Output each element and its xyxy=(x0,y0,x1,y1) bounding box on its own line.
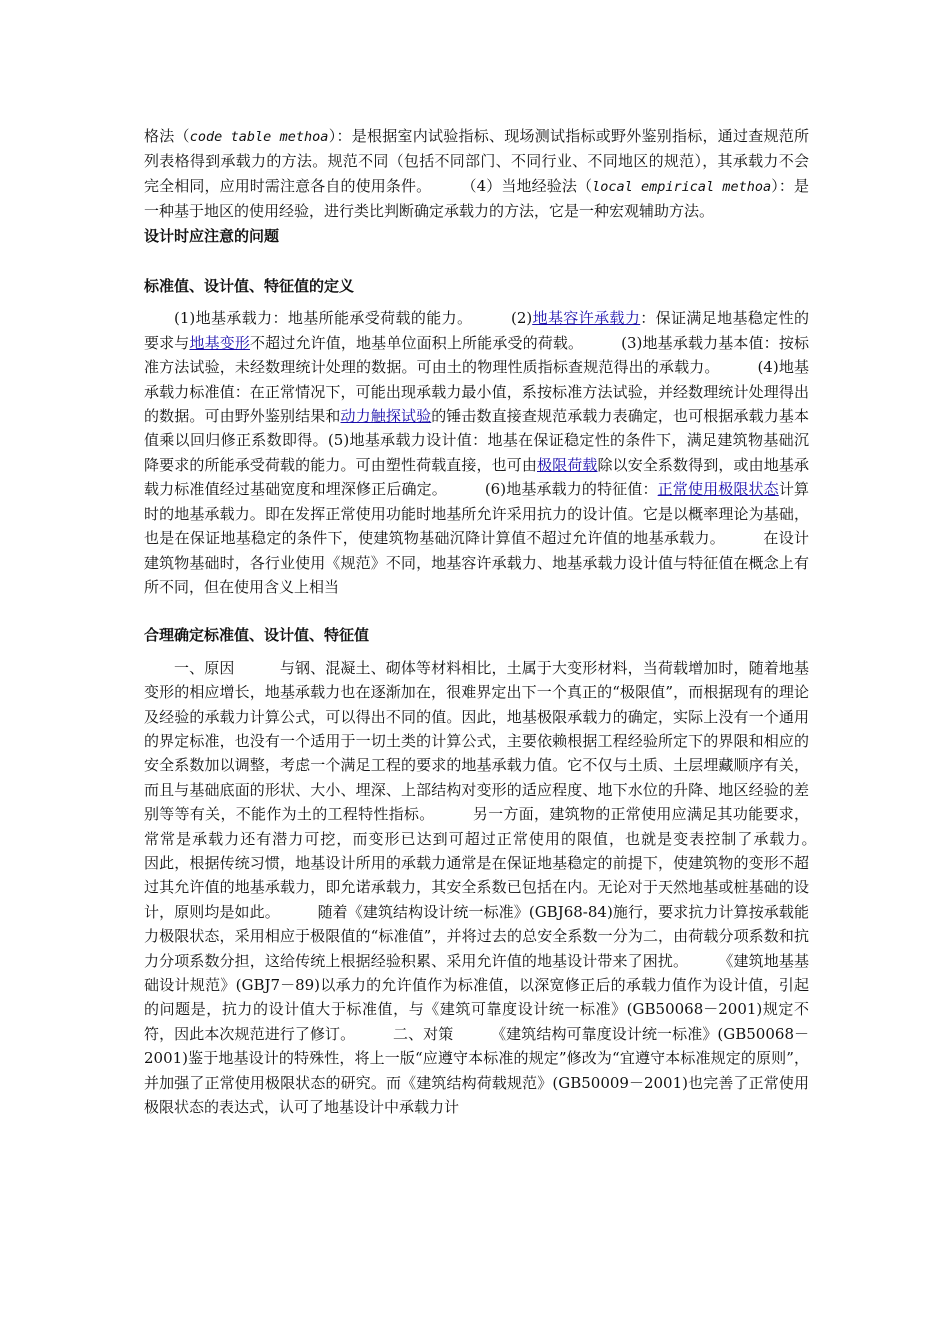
link-allowable-bearing-capacity[interactable]: 地基容许承载力 xyxy=(532,309,641,328)
text: ）：是一种基于地区的使用经验，进行类比判断确定承载力的方法，它是一种宏观辅助方法。 xyxy=(144,176,810,221)
text: 不超过允许值，地基单位面积上所能承受的荷载。 (3)地基承载力基本值：按标准方法试验，未经数理统计处理的数据。可由土的物理性质指标查规范得出的承载力。 (4)地基承载力标准值：在正常情况下，可能出现承载力最小值，系按标准方法试验，并经数理统计处理得出的数据。可由野外鉴别结果和 xyxy=(144,333,809,426)
link-dynamic-penetration-test[interactable]: 动力触探试验 xyxy=(340,407,432,426)
link-ultimate-load[interactable]: 极限荷载 xyxy=(537,455,598,474)
text-english-term: local empirical methoa xyxy=(592,178,772,195)
text: 格法（ xyxy=(144,127,190,145)
document-page xyxy=(144,124,855,1119)
text: ：保证满足地基稳定性的要求与 xyxy=(144,309,809,352)
text: (1)地基承载力：地基所能承受荷载的能力。 (2) xyxy=(174,309,533,328)
heading-design-issues: 设计时应注意的问题 xyxy=(144,226,280,245)
heading-determination: 合理确定标准值、设计值、特征值 xyxy=(144,626,370,645)
paragraph-reasons-and-measures: 一、原因 与钢、混凝土、砌体等材料相比，土属于大变形材料，当荷载增加时，随着地基变形的相应增长，地基承载力也在逐渐加在，很难界定出下一个真正的“极限值”，而根据现有的理论及经验的承载力计算公式，可以得出不同的值。因此，地基极限承载力的确定，实际上没有一个通用的界定标准，也没有一个适用于一切土类的计算公式，主要依赖根据工程经验所定下的界限和相应的安全系数加以调整，考虑一个满足工程的要求的地基承载力值。它不仅与土质、土层埋藏顺序有关，而且与基础底面的形状、大小、埋深、上部结构对变形的适应程度、地下水位的升降、地区经验的差别等等有关，不能作为土的工程特性指标。 另一方面，建筑物的正常使用应满足其功能要求，常常是承载力还有潜力可挖，而变形已达到可超过正常使用的限值，也就是变表控制了承载力。 因此，根据传统习惯，地基设计所用的承载力通常是在保证地基稳定的前提下，使建筑物的变形不超过其允许值的地基承载力，即允诺承载力，其安全系数已包括在内。无论对于天然地基或桩基础的设计，原则均是如此。 随着《建筑结构设计统一标准》(GBJ68-84)施行，要求抗力计算按承载能力极限状态，采用相应于极限值的“标准值”，并将过去的总安全系数一分为二，由荷载分项系数和抗力分项系数分担，这给传统上根据经验积累、采用允许值的地基设计带来了困扰。 《建筑地基基础设计规范》(GBJ7－89)以承力的允许值作为标准值，以深宽修正后的承载力值作为设计值，引起的问题是，抗力的设计值大于标准值，与《建筑可靠度设计统一标准》(GB50068－2001)规定不符，因此本次规范进行了修订。 二、对策 《建筑结构可靠度设计统一标准》(GB50068－2001)鉴于地基设计的特殊性，将上一版“应遵守本标准的规定”修改为“宜遵守本标准规定的原则”，并加强了正常使用极限状态的研究。而《建筑结构荷载规范》(GB50009－2001)也完善了正常使用极限状态的表达式，认可了地基设计中承载力计 xyxy=(144,658,855,1117)
text: 计算时的地基承载力。即在发挥正常使用功能时地基所允许采用抗力的设计值。它是以概率理论为基础，也是在保证地基稳定的条件下，使建筑物基础沉降计算值不超过允许值的地基承载力。 在设计建筑物基础时，各行业使用《规范》不同，地基容许承载力、地基承载力设计值与特征值在概念上有所不同，但在使用含义上相当 xyxy=(144,480,809,596)
text: ）：是根据室内试验指标、现场测试指标或野外鉴别指标，通过查规范所列表格得到承载力的方法。规范不同（包括不同部门、不同行业、不同地区的规范），其承载力不会完全相同，应用时需注意各自的使用条件。 （4）当地经验法（ xyxy=(144,127,809,195)
link-serviceability-limit-state[interactable]: 正常使用极限状态 xyxy=(657,480,779,499)
paragraph-methods xyxy=(144,124,809,224)
link-foundation-deformation[interactable]: 地基变形 xyxy=(189,333,251,352)
text: 除以安全系数得到，或由地基承载力标准值经过基础宽度和埋深修正后确定。 (6)地基承载力的特征值： xyxy=(144,455,809,499)
heading-definitions: 标准值、设计值、特征值的定义 xyxy=(144,277,355,296)
paragraph-definitions xyxy=(144,306,809,599)
text-english-term: code table methoa xyxy=(189,129,329,145)
text: 的锤击数直接查规范承载力表确定，也可根据承载力基本值乘以回归修正系数即得。(5)地基承载力设计值：地基在保证稳定性的条件下，满足建筑物基础沉降要求的所能承受荷载的能力。可由塑性荷载直接，也可由 xyxy=(144,407,809,474)
